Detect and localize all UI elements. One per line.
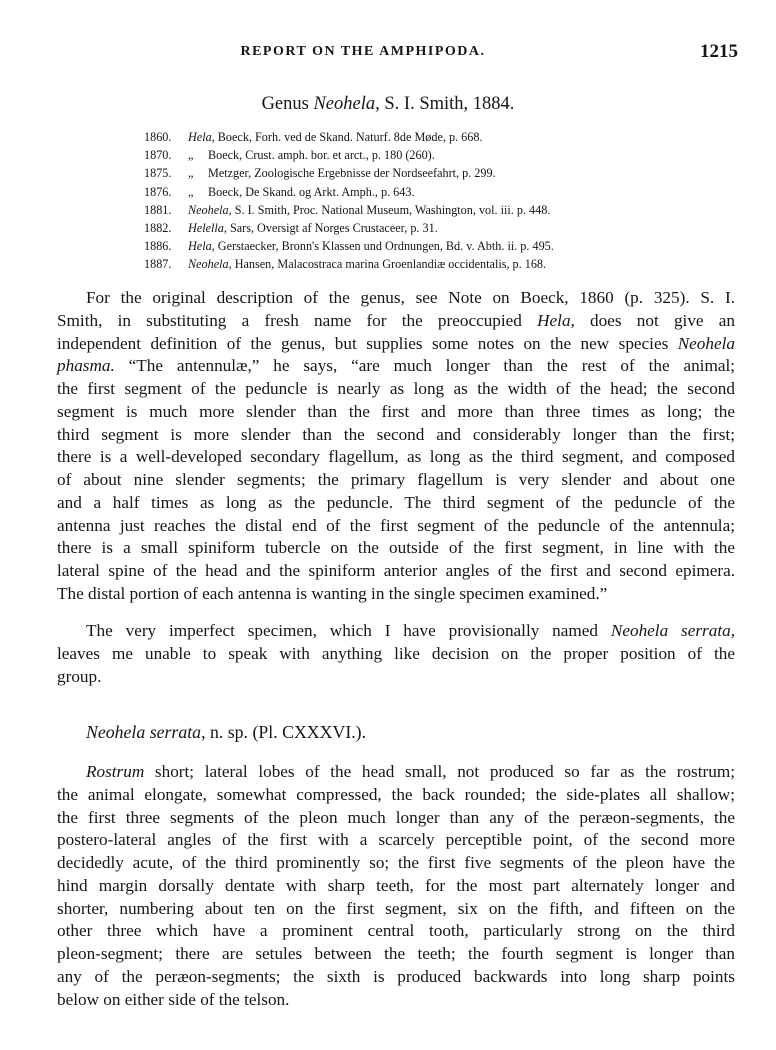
synonymy-entry [144, 255, 740, 273]
species-heading [86, 722, 366, 743]
synonymy-reference: Metzger, Zoologische Ergebnisse der Nordseefahrt, p. 299. [208, 166, 496, 181]
species-name-inline: phasma. [57, 356, 115, 376]
paragraph-specimen-note [57, 620, 735, 688]
species-name: Neohela serrata [86, 722, 202, 742]
synonymy-genus: Hela [188, 130, 212, 144]
synonymy-entry [144, 183, 740, 201]
synonymy-reference: , S. I. Smith, Proc. National Museum, Washington, vol. iii. p. 448. [228, 202, 551, 217]
text-line: pleon-segment; there are setules between the teeth; the fourth segment is longer than [57, 944, 735, 963]
text-line: For the original description of the genus, see Note on Boeck, 1860 (p. 325). S. I. [86, 288, 735, 307]
synonymy-reference: , Sars, Oversigt af Norges Crustaceer, p. 31. [223, 220, 438, 235]
species-plate-reference: , n. sp. (Pl. CXXXVI.). [201, 722, 367, 742]
synonymy-entry [144, 146, 740, 164]
synonymy-year: 1886. [144, 239, 172, 254]
text-line: lateral spine of the head and the spiniform anterior angles of the first and second epimera. [57, 561, 735, 580]
synonymy-year: 1870. [144, 148, 172, 163]
text-line: leaves me unable to speak with anything like decision on the proper position of the [57, 643, 735, 663]
paragraph-genus-notes [57, 287, 735, 606]
text-line: the animal elongate, somewhat compressed, the back rounded; the side-plates all shallow; [57, 784, 735, 804]
text-line: Smith, in substituting a fresh name for the preoccupied Hela, does not give an [57, 310, 735, 330]
synonymy-entry [144, 128, 740, 146]
text-line: group. [57, 666, 102, 686]
text-line: and a half times as long as the peduncle. The third segment of the peduncle of the [57, 492, 735, 512]
synonymy-reference: , Hansen, Malacostraca marina Groenlandiæ occidentalis, p. 168. [228, 257, 547, 272]
ditto-mark: „ [188, 166, 194, 181]
text-line: shorter, numbering about ten on the first segment, six on the fifth, and fifteen on the [57, 898, 735, 918]
synonymy-reference: , Gerstaecker, Bronn's Klassen und Ordnungen, Bd. v. Abth. ii. p. 495. [211, 239, 554, 254]
text-line: the first three segments of the pleon much longer than any of the peræon-segments, the [57, 807, 735, 827]
body-paragraph [57, 761, 735, 1011]
paragraph-species-description [57, 761, 735, 1011]
synonymy-year: 1882. [144, 220, 172, 235]
synonymy-genus: Neohela [188, 257, 229, 272]
body-paragraph [57, 287, 735, 606]
text-line: decidedly acute, of the third prominently so; the first five segments of the pleon have the [57, 853, 735, 872]
genus-name-inline: Hela [537, 310, 571, 330]
synonymy-list [144, 128, 740, 274]
synonymy-genus: Helella [188, 220, 224, 235]
genus-heading [0, 94, 776, 115]
synonymy-year: 1875. [144, 166, 172, 181]
text-line: there is a small spiniform tubercle on the outside of the first segment, in line with the [57, 538, 735, 558]
genus-prefix: Genus [261, 94, 309, 114]
term-rostrum: Rostrum [86, 762, 145, 781]
text-line: segment is much more slender than the first and more than three times as long; the [57, 401, 735, 421]
text-line: other three which have a prominent central tooth, particularly strong on the third [57, 921, 735, 941]
synonymy-entry [144, 164, 740, 182]
text-line: the first segment of the peduncle is nearly as long as the width of the head; the second [57, 379, 735, 398]
genus-name: Neohela [313, 94, 376, 114]
text-line: below on either side of the telson. [57, 989, 290, 1009]
synonymy-year: 1876. [144, 184, 172, 199]
text-line: of about nine slender segments; the primary flagellum is very slender and about one [57, 470, 735, 489]
synonymy-reference: Boeck, De Skand. og Arkt. Amph., p. 643. [208, 184, 415, 199]
text-line: phasma. “The antennulæ,” he says, “are much longer than the rest of the animal; [57, 356, 735, 376]
synonymy-year: 1881. [144, 202, 172, 217]
ditto-mark: „ [188, 184, 194, 199]
synonymy-year: 1860. [144, 130, 172, 144]
synonymy-entry [144, 237, 740, 255]
text-line: postero-lateral angles of the first with a scarcely perceptible point, of the second more [57, 830, 735, 850]
ditto-mark: „ [188, 148, 194, 163]
species-name-inline: Neohela serrata, [610, 621, 735, 640]
text-line: hind margin dorsally dentate with sharp teeth, for the most part alternately longer and [57, 875, 735, 895]
text-line: The distal portion of each antenna is wanting in the single specimen examined.” [57, 583, 608, 603]
synonymy-entry [144, 201, 740, 219]
text-line: third segment is more slender than the second and considerably longer than the first; [57, 424, 735, 444]
species-name-inline: Neohela [677, 333, 735, 353]
synonymy-entry [144, 219, 740, 237]
text-line: The very imperfect specimen, which I have provisionally named Neohela serrata, [86, 621, 735, 640]
synonymy-year: 1887. [144, 257, 172, 272]
synonymy-reference: Boeck, Crust. amph. bor. et arct., p. 180 (260). [208, 148, 435, 163]
text-line: antenna just reaches the distal end of the first segment of the peduncle of the antennula; [57, 515, 735, 535]
genus-authority: , S. I. Smith, 1884. [375, 94, 515, 114]
synonymy-reference: , Boeck, Forh. ved de Skand. Naturf. 8de Møde, p. 668. [211, 130, 483, 144]
text-line: Rostrum short; lateral lobes of the head small, not produced so far as the rostrum; [86, 762, 735, 781]
running-head [58, 41, 738, 68]
synonymy-genus: Hela [188, 239, 212, 254]
synonymy-genus: Neohela [188, 202, 229, 217]
text-line: independent definition of the genus, but supplies some notes on the new species Neohela [57, 333, 735, 353]
running-title: REPORT ON THE AMPHIPODA. [240, 44, 486, 59]
page-number: 1215 [700, 41, 738, 62]
body-paragraph [57, 620, 735, 688]
text-line: any of the peræon-segments; the sixth is produced backwards into long sharp points [57, 966, 735, 986]
text-line: there is a well-developed secondary flagellum, as long as the third segment, and composed [57, 447, 735, 467]
